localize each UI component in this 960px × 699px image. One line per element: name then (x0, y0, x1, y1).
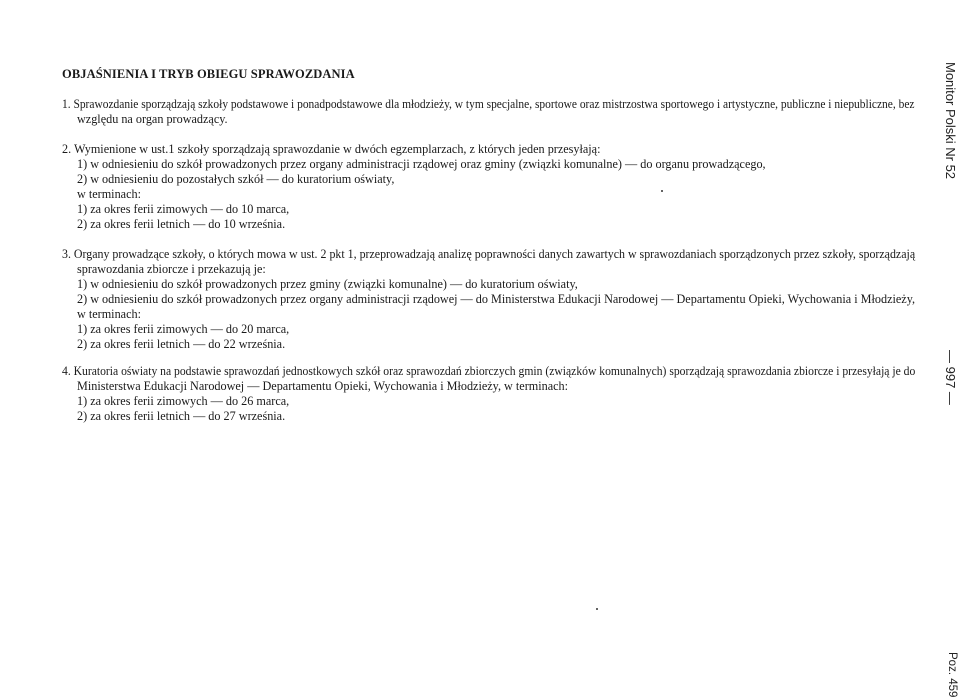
paragraph-3-term-2: 2) za okres ferii letnich — do 22 września. (77, 337, 286, 351)
paragraph-4-term-2: 2) za okres ferii letnich — do 27 września. (77, 409, 286, 423)
paragraph-2-terms-label: w terminach: (77, 187, 141, 201)
scan-speck (661, 190, 663, 192)
position-number: Poz. 459 (946, 652, 958, 698)
paragraph-3-term-1: 1) za okres ferii zimowych — do 20 marca, (77, 322, 290, 336)
paragraph-3-item-2: 2) w odniesieniu do szkół prowadzonych przez organy administracji rządowej — do Ministerstwa Edukacji Narodowej — Departamentu Opieki, Wychowania i Młodzieży, (77, 292, 916, 306)
paragraph-3-line-1: 3. Organy prowadzące szkoły, o których mowa w ust. 2 pkt 1, przeprowadzają analizę poprawności danych zawartych w sprawozdaniach sporządzonych przez szkoły, sporządzają (62, 247, 916, 261)
paragraph-1-line-2: względu na organ prowadzący. (77, 112, 228, 126)
paragraph-4-line-1: 4. Kuratoria oświaty na podstawie sprawozdań jednostkowych szkół oraz sprawozdań zbiorczych gmin (związków komunalnych) sporządzają sprawozdania zbiorcze i przesyłają je do (62, 364, 916, 378)
paragraph-2-line-1: 2. Wymienione w ust.1 szkoły sporządzają sprawozdanie w dwóch egzemplarzach, z których jeden przesyłają: (62, 142, 601, 156)
page-number: — 997 — (943, 350, 958, 405)
paragraph-3-line-2: sprawozdania zbiorcze i przekazują je: (77, 262, 266, 276)
paragraph-2-item-1: 1) w odniesieniu do szkół prowadzonych przez organy administracji rządowej oraz gminy (związki komunalne) — do organu prowadzącego, (77, 157, 766, 171)
document-heading: OBJAŚNIENIA I TRYB OBIEGU SPRAWOZDANIA (62, 67, 355, 81)
journal-name: Monitor Polski Nr 52 (943, 62, 958, 180)
paragraph-3-terms-label: w terminach: (77, 307, 141, 321)
paragraph-3-item-1: 1) w odniesieniu do szkół prowadzonych przez gminy (związki komunalne) — do kuratorium oświaty, (77, 277, 578, 291)
paragraph-2-term-1: 1) za okres ferii zimowych — do 10 marca, (77, 202, 290, 216)
scan-speck (596, 608, 598, 610)
paragraph-4-term-1: 1) za okres ferii zimowych — do 26 marca, (77, 394, 290, 408)
paragraph-2-item-2: 2) w odniesieniu do pozostałych szkół — do kuratorium oświaty, (77, 172, 395, 186)
paragraph-1-line-1: 1. Sprawozdanie sporządzają szkoły podstawowe i ponadpodstawowe dla młodzieży, w tym specjalne, sportowe oraz mistrzostwa sportowego i artystyczne, publiczne i niepubliczne, bez (62, 97, 915, 111)
paragraph-4-line-2: Ministerstwa Edukacji Narodowej — Departamentu Opieki, Wychowania i Młodzieży, w terminach: (77, 379, 569, 393)
paragraph-2-term-2: 2) za okres ferii letnich — do 10 września. (77, 217, 286, 231)
